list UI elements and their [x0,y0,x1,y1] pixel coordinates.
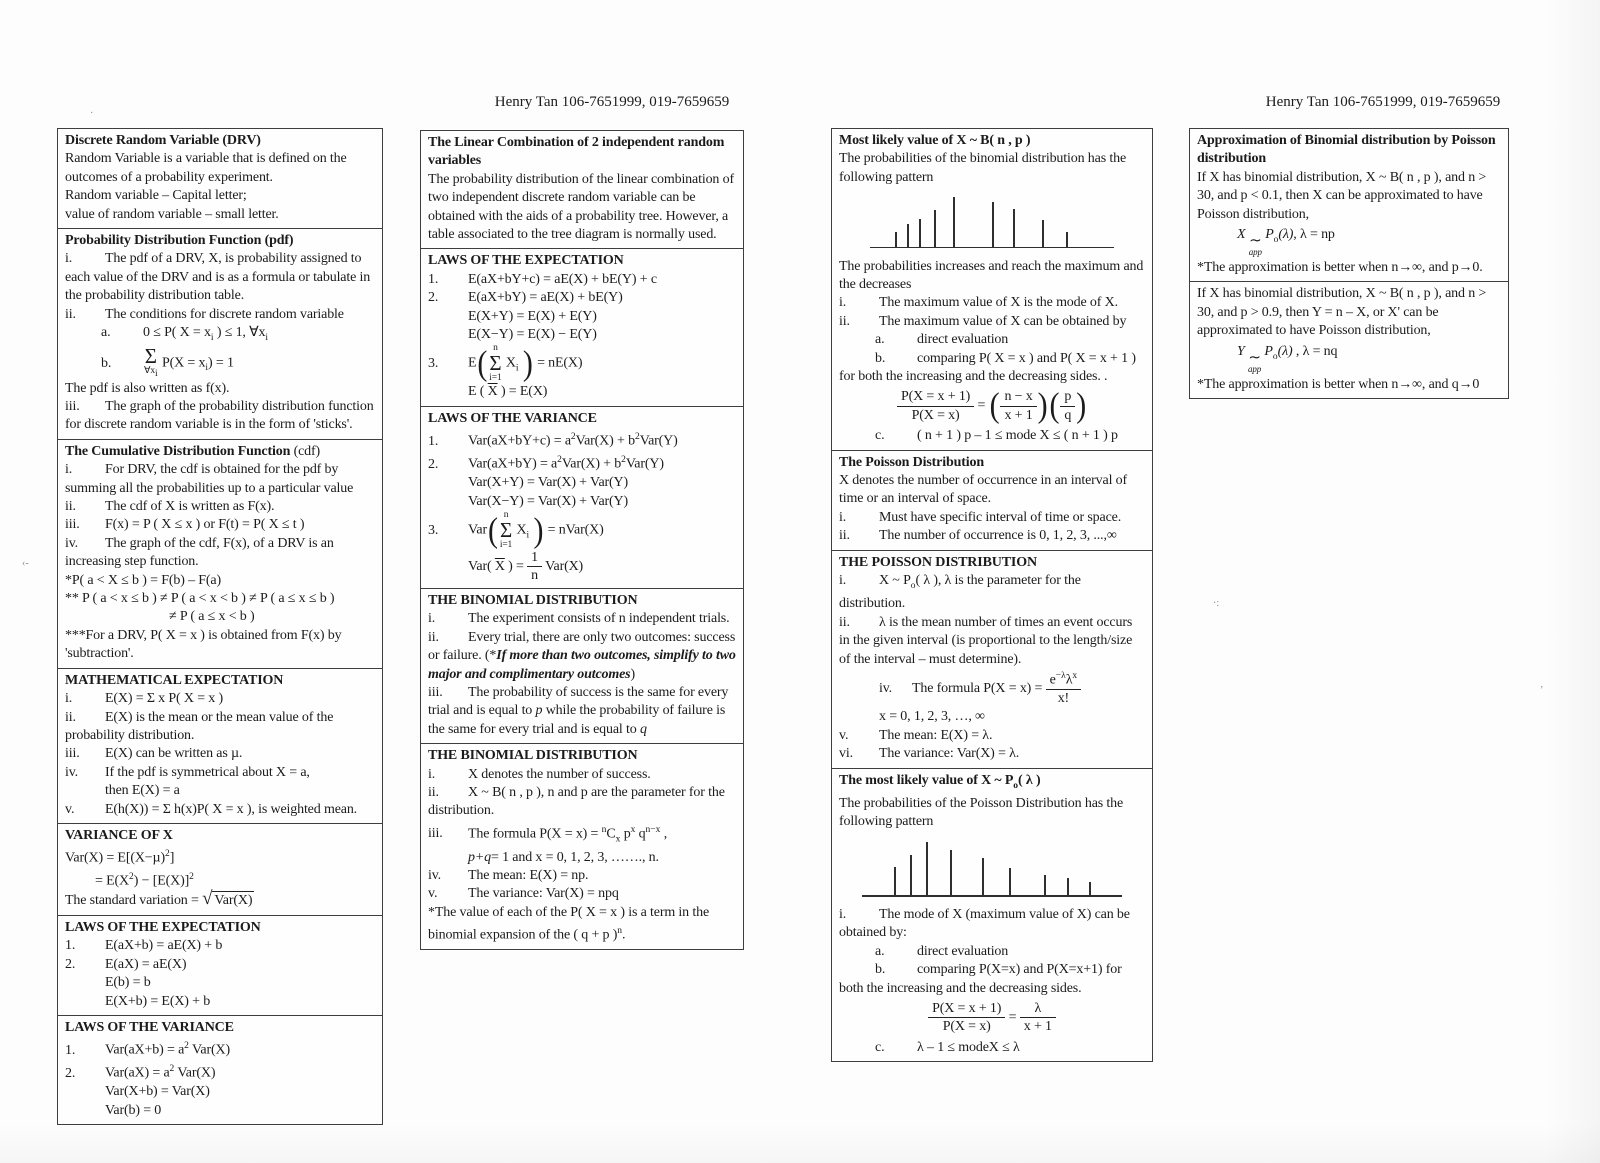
text-line: X denotes the number of occurrence in an interval of time or an interval of space. [839,473,1128,507]
item-label: i. [839,573,847,589]
text-line [839,832,1145,906]
text-line: *The value of each of the P( X = x ) is a term in the binomial expansion of the ( q + p )$^n$. [428,904,710,943]
text-line: ii. The number of occurrence is 0, 1, 2, 3, ...,∞ [839,527,1145,545]
text-line: E(b) = b [105,975,151,991]
fraction: $\frac{e^{-\lambda}\lambda^x}{x!}$ [1046,671,1081,706]
under-script: ∼ app [1248,349,1262,374]
text-line: 2. $Var(aX) = a^2$ Var(X) [65,1060,375,1083]
text-line: iv. If the pdf is symmetrical about X = a, [65,764,375,782]
item-label: 1. [428,433,439,449]
section [58,668,382,823]
item-label: iii. [428,684,443,700]
under-script: ∼ app [1248,233,1262,258]
text-line: Var(X+b) = Var(X) [105,1084,210,1100]
text-line: = $E(X^2) - [E(X)]^2$ [95,872,194,890]
item-label: ii. [839,614,850,630]
text-line: i. The maximum value of X is the mode of X. [839,294,1145,312]
section [1190,281,1508,398]
section [832,129,1152,450]
text-line: i. X denotes the number of success. [428,766,736,784]
section-heading: MATHEMATICAL EXPECTATION [65,672,284,688]
item-label: b. [101,355,112,371]
text-line: 2. $Var(aX+bY) = a^2Var(X) + b^2Var(Y)$ [428,451,736,474]
text-line: ii. The maximum value of X can be obtained by [839,313,1145,331]
item-label: i. [839,295,847,311]
item-label: i. [428,766,436,782]
summation: n Σ i=1 [499,510,513,550]
text-line: X ∼ app $P_o(\lambda)$, λ = np [1237,227,1335,258]
text-line: i. Must have specific interval of time or space. [839,509,1145,527]
text-line: E ( $\overline{X}$ ) = E(X) [468,384,548,400]
item-label: vi. [839,746,853,762]
text-line: iii. The graph of the probability distribution function for discrete random variable is in the form of 'sticks'. [65,399,374,433]
item-label: 1. [428,271,439,287]
text-line: If X has binomial distribution, X ~ B( n , p ), and n > 30, and p < 0.1, then X can be approximated to have Poisson distribution, [1197,169,1487,222]
text-line: i. The mode of X (maximum value of X) can be obtained by: [839,907,1130,941]
text-line: ii. E(X) is the mean or the mean value of the probability distribution. [65,709,334,743]
section-heading: The Cumulative Distribution Function (cdf) [65,443,321,459]
scan-shadow-right [1545,0,1600,1163]
fraction: $\frac{P(X = x + 1)}{P(X = x)}$ [897,389,974,423]
text-line: b. comparing P( X = x ) and P( X = x + 1 ) [839,350,1145,368]
item-label: ii. [839,313,850,329]
text-line: i. The pdf of a DRV, X, is probability assigned to each value of the DRV and is as a formula or tabulate in the probability distribution table. [65,251,371,304]
column-2 [420,130,744,950]
text-line: Var(X−Y) = Var(X) + Var(Y) [468,493,628,509]
scan-artifact: ‹- [22,558,29,569]
section [58,915,382,1015]
section-heading: The Poisson Distribution [839,454,984,470]
author-header-right: Henry Tan 106-7651999, 019-7659659 [1265,94,1501,110]
fraction: $\frac{p}{q}$ [1060,389,1075,423]
item-label: 2. [428,456,439,472]
section-heading: LAWS OF THE VARIANCE [65,1019,234,1035]
item-label: iii. [65,399,80,414]
section [421,588,743,743]
item-label: iv. [65,764,79,780]
item-label: 3. [428,356,439,372]
text-line: iv. The mean: E(X) = np. [428,867,736,885]
text-line: x = 0, 1, 2, 3, …, ∞ [879,709,985,725]
text-line: *The approximation is better when n→∞, and q→0 [1197,376,1480,392]
text-line: c. ( n + 1 ) p – 1 ≤ mode X ≤ ( n + 1 ) p [839,427,1145,445]
text-line: ii. The cdf of X is written as F(x). [65,498,375,516]
fraction: $\frac{n - x}{x + 1}$ [1000,389,1036,423]
text-line: If X has binomial distribution, X ~ B( n , p ), and n > 30, and p > 0.9, then Y = n – X, or X' can be approximated to have Poisson distribution, [1197,286,1487,339]
item-label: i. [65,691,73,707]
section [421,743,743,949]
item-label: iv. [428,868,442,884]
text-line: v. E(h(X)) = Σ h(x)P( X = x ), is weighted mean. [65,801,375,819]
text-line: $\frac{P(X = x + 1)}{P(X = x)}$ = ( $\frac{n - x}{x + 1}$ ) ( $\frac{p}{q}$ ) [839,386,1145,427]
fraction: $\frac{\lambda}{x + 1}$ [1020,1001,1056,1035]
text-line: a. 0 ≤ P( $X = x_i$ ) ≤ 1, $\forall x_i$ [101,325,269,343]
text-line: Y ∼ app $P_o(\lambda)$ , λ = nq [1237,343,1338,374]
text-line: 1. $Var(aX+bY+c) = a^2Var(X) + b^2Var(Y)$ [428,428,736,451]
text-line: $Var(X) = E[(X-\mu)^2]$ [65,849,175,866]
scan-shadow-bottom [0,1123,1600,1163]
item-label: a. [875,332,885,348]
item-label: ii. [65,499,76,515]
section [832,450,1152,550]
text-line: a. direct evaluation [839,331,1145,349]
text-line: ii. X ~ B( n , p ), n and p are the parameter for the distribution. [428,784,725,819]
text-line: 1. $Var(aX+b) = a^2$ Var(X) [65,1037,375,1060]
text-line: then E(X) = a [105,783,180,799]
text-line: The standard variation = √ Var(X) [65,888,253,910]
text-line: ≠ P ( a ≤ x < b ) [169,609,255,625]
text-line: p+q= 1 and x = 0, 1, 2, 3, ……., n. [468,849,659,865]
text-line: c. λ – 1 ≤ modeX ≤ λ [839,1039,1145,1057]
text-line: both the increasing and the decreasing sides. [839,980,1082,996]
item-label: c. [875,428,885,444]
text-line: Random Variable is a variable that is defined on the outcomes of a probability experiment. [65,151,347,185]
section-heading: The most likely value of X ~ $P_o$( λ ) [839,772,1041,791]
text-line: 3. E ( n Σ i=1 $X_i$ ) = nE(X) [428,343,583,383]
text-line: v. The mean: E(X) = λ. [839,727,1145,745]
text-line [839,187,1145,257]
text-line: ii. The conditions for discrete random variable [65,306,375,324]
text-line: 2. E(aX+bY) = aE(X) + bE(Y) [428,289,736,307]
stick-plot [870,196,1114,248]
text-line: ** P ( a < x ≤ b ) ≠ P ( a < x < b ) ≠ P ( a ≤ x ≤ b ) [65,591,335,607]
text-line: for both the increasing and the decreasing sides. . [839,369,1108,385]
section-heading: Approximation of Binomial distribution by Poisson distribution [1197,133,1496,167]
text-line: vi. The variance: Var(X) = λ. [839,745,1145,763]
item-label: v. [65,801,75,817]
section-heading: The Linear Combination of 2 independent random variables [428,135,725,169]
big-parentheses: ( $\frac{p}{q}$ ) [1049,386,1087,425]
column-3 [831,128,1153,1062]
text-line: v. The variance: Var(X) = npq [428,885,736,903]
section [421,131,743,248]
text-line: 1. E(aX+bY+c) = aE(X) + bE(Y) + c [428,271,736,289]
big-parentheses: ( n Σ i=1 $X_i$ ) [477,343,533,383]
big-parentheses: ( n Σ i=1 $X_i$ ) [488,510,544,550]
item-label: b. [875,962,886,978]
item-label: 1. [65,938,76,954]
item-label: iv. [65,535,79,551]
text-line: b. comparing P(X=x) and P(X=x+1) for [839,961,1145,979]
section-heading: Most likely value of X ~ B( n , p ) [839,133,1031,148]
text-line: E(X+b) = E(X) + b [105,993,211,1009]
item-label: 1. [65,1042,76,1058]
text-line: ***For a DRV, P( X = x ) is obtained from F(x) by 'subtraction'. [65,627,342,662]
item-label: ii. [428,629,439,645]
text-line: 1. E(aX+b) = aE(X) + b [65,937,375,955]
item-label: 2. [65,956,76,972]
item-label: c. [875,1039,885,1055]
text-line: value of random variable – small letter. [65,206,279,222]
section-heading: LAWS OF THE EXPECTATION [65,919,261,935]
text-line: 3. Var ( n Σ i=1 $X_i$ ) = nVar(X) [428,510,604,550]
text-line: i. The experiment consists of n independent trials. [428,610,736,628]
item-label: i. [65,462,73,478]
text-line: *P( a < X ≤ b ) = F(b) – F(a) [65,572,221,588]
item-label: ii. [65,306,76,322]
item-label: 2. [428,290,439,306]
section-heading: Probability Distribution Function (pdf) [65,233,294,249]
section [58,439,382,668]
item-label: 3. [428,522,439,538]
text-line: a. direct evaluation [839,943,1145,961]
text-line: ii. Every trial, there are only two outcomes: success or failure. (*If more than two outcomes, simplify to two major and complimentary outcomes) [428,629,736,682]
summation: Σ $\forall x_i$ [144,344,158,380]
text-line: iii. F(x) = P ( X ≤ x ) or F(t) = P( X ≤ t ) [65,516,375,534]
section [58,228,382,439]
text-line: iv. The graph of the cdf, F(x), of a DRV is an increasing step function. [65,535,334,570]
item-label: iii. [65,746,80,762]
item-label: i. [65,251,73,267]
radical: √ Var(X) [202,888,253,910]
text-line: i. X ~ $P_o$( λ ), λ is the parameter for the distribution. [839,573,1081,612]
author-header-left: Henry Tan 106-7651999, 019-7659659 [494,94,730,110]
item-label: v. [839,727,849,743]
item-label: iii. [65,517,80,533]
text-line: iii. The formula $P(X = x) = ^nC_x$ $p^x$ $q^{n-x}$ , [428,824,668,845]
item-label: a. [101,325,111,341]
section-heading: LAWS OF THE VARIANCE [428,410,597,426]
column-1 [57,128,383,1125]
text-line: The probabilities of the Poisson Distribution has the following pattern [839,795,1124,830]
section-heading: THE BINOMIAL DISTRIBUTION [428,748,638,764]
text-line: E(X−Y) = E(X) − E(Y) [468,327,597,343]
summation: n Σ i=1 [489,343,502,383]
item-label: i. [428,611,436,627]
item-label: iii. [428,826,443,842]
text-line: Random variable – Capital letter; [65,188,247,204]
item-label: a. [875,943,885,959]
section [58,129,382,228]
section [1190,129,1508,281]
text-line: $\frac{P(X = x + 1)}{P(X = x)}$ = $\frac{\lambda}{x + 1}$ [839,998,1145,1039]
fraction: $\frac{P(X = x + 1)}{P(X = x)}$ [928,1001,1005,1035]
text-line: i. E(X) = Σ x P( X = x ) [65,690,375,708]
section [421,248,743,405]
item-label: ii. [428,784,439,800]
item-label: ii. [65,709,76,725]
section [58,823,382,915]
section-heading: LAWS OF THE EXPECTATION [428,253,624,269]
text-line: Var( $\overline{X}$ ) = $\frac{1}{n}$ Var(X) [468,550,584,584]
section-heading: Discrete Random Variable (DRV) [65,133,261,148]
text-line: The probabilities of the binomial distribution has the following pattern [839,151,1127,185]
text-line: The pdf is also written as f(x). [65,380,230,396]
item-label: 2. [65,1066,76,1082]
text-line: The probability distribution of the linear combination of two independent discrete random variable can be obtained with the aids of a probability tree. However, a table associated to the tree diagram is normally used. [428,171,734,243]
scan-artifact: · [90,108,94,119]
section [832,550,1152,768]
text-line: iii. E(X) can be written as µ. [65,745,375,763]
scan-artifact: ·: [1213,598,1220,609]
scan-artifact: ’ [1540,685,1544,696]
big-parentheses: ( $\frac{n - x}{x + 1}$ ) [989,386,1048,425]
section [58,1015,382,1124]
item-label: i. [839,509,847,525]
text-line: Var(b) = 0 [105,1102,162,1118]
text-line: i. For DRV, the cdf is obtained for the pdf by summing all the probabilities up to a particular value [65,462,354,496]
text-line: iii. The probability of success is the same for every trial and is equal to p while the probability of failure is the same for every trial and is equal to q [428,684,729,737]
item-label: ii. [839,528,850,544]
text-line: Var(X+Y) = Var(X) + Var(Y) [468,475,628,491]
item-label: v. [428,886,438,902]
section [421,406,743,588]
text-line: b. Σ $\forall x_i$ $P(X = x_i) = 1$ [101,344,234,380]
section-heading: THE POISSON DISTRIBUTION [839,554,1037,570]
item-label: i. [839,907,847,922]
stick-plot [862,841,1122,897]
text-line: iv. The formula P(X = x) = $\frac{e^{-\lambda}\lambda^x}{x!}$ [839,669,1145,708]
fraction: $\frac{1}{n}$ [527,550,542,584]
text-line: E(X+Y) = E(X) + E(Y) [468,308,597,324]
text-line: The probabilities increases and reach the maximum and the decreases [839,258,1144,293]
item-label: b. [875,350,886,366]
column-4 [1189,128,1509,399]
section-heading: VARIANCE OF X [65,827,173,843]
text-line: *The approximation is better when n→∞, and p→0. [1197,260,1483,276]
section-heading: THE BINOMIAL DISTRIBUTION [428,592,638,608]
text-line: ii. λ is the mean number of times an event occurs in the given interval (is proportional to the length/size of the interval – must determine). [839,614,1133,667]
item-label: iv. [879,680,893,696]
section [832,768,1152,1062]
text-line: 2. E(aX) = aE(X) [65,956,375,974]
